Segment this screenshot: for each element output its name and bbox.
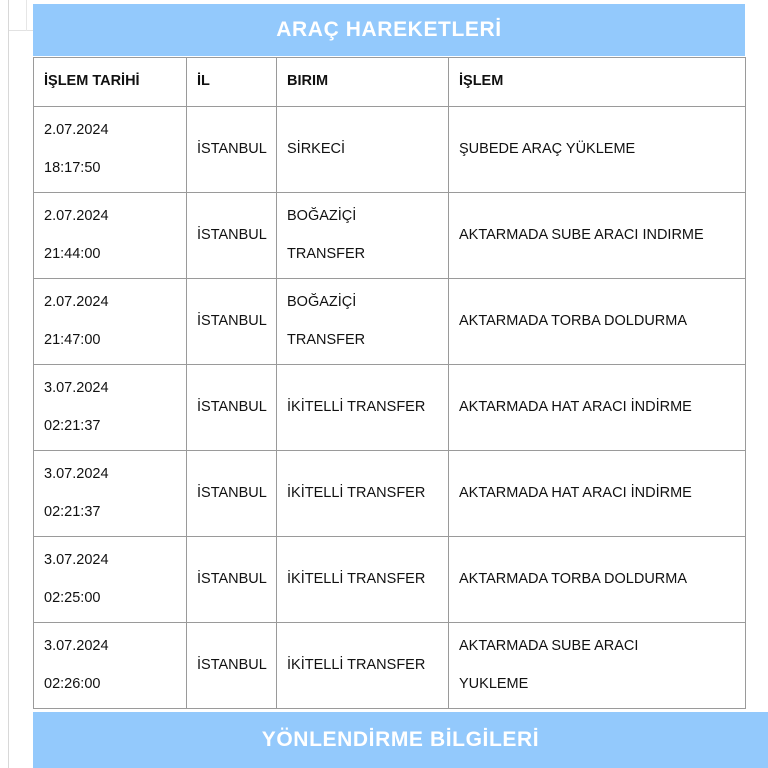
cell-unit [277,107,449,193]
cell-unit-value-cont: TRANSFER [287,332,366,348]
cell-date [34,279,187,365]
cell-operation-value: AKTARMADA TORBA DOLDURMA [459,312,688,329]
vehicle-movements-table [33,57,746,709]
cell-date-value: 2.07.2024 [44,293,109,310]
cell-operation-value: AKTARMADA HAT ARACI İNDİRME [459,484,692,501]
cell-date-value: 3.07.2024 [44,465,109,482]
cell-time-value: 02:25:00 [44,590,101,606]
cell-city [187,537,277,623]
table-row [34,451,746,537]
cell-city-value: İSTANBUL [197,140,267,157]
cell-operation [449,365,746,451]
routing-information-banner [33,712,768,768]
cell-date-value: 3.07.2024 [44,379,109,396]
cell-operation-value: AKTARMADA SUBE ARACI INDIRME [459,226,704,243]
routing-information-title: YÖNLENDİRME BİLGİLERİ [261,728,540,751]
cell-unit-value: İKİTELLİ TRANSFER [287,398,426,415]
cell-city [187,451,277,537]
cell-city-value: İSTANBUL [197,226,267,243]
page-edge-divider [8,0,9,768]
cell-city-value: İSTANBUL [197,484,267,501]
table-row [34,537,746,623]
vehicle-movements-title: ARAÇ HAREKETLERİ [276,18,502,41]
cell-time-value: 02:26:00 [44,676,101,692]
cell-city [187,279,277,365]
table-row [34,107,746,193]
table-header [34,58,746,107]
cell-date-value: 3.07.2024 [44,551,109,568]
cell-city [187,193,277,279]
cell-date [34,107,187,193]
cell-time-value: 21:44:00 [44,246,101,262]
vehicle-movements-table-container [33,57,745,709]
cell-city-value: İSTANBUL [197,312,267,329]
cell-date [34,623,187,709]
cell-unit-value: İKİTELLİ TRANSFER [287,656,426,673]
page-edge-corner-top [9,30,33,31]
table-row [34,623,746,709]
cell-date [34,193,187,279]
cell-operation [449,537,746,623]
cell-operation [449,623,746,709]
cell-date [34,451,187,537]
cell-unit [277,451,449,537]
cell-date-value: 3.07.2024 [44,637,109,654]
cell-unit-value: BOĞAZİÇİ [287,293,357,310]
cell-date-value: 2.07.2024 [44,207,109,224]
cell-operation-value: AKTARMADA SUBE ARACI [459,637,639,654]
table-row [34,365,746,451]
column-header-unit: BIRIM [277,58,449,107]
cell-unit-value: İKİTELLİ TRANSFER [287,570,426,587]
cell-operation [449,279,746,365]
cell-unit [277,623,449,709]
cell-unit-value: İKİTELLİ TRANSFER [287,484,426,501]
cell-date [34,537,187,623]
cell-city [187,623,277,709]
cell-city-value: İSTANBUL [197,656,267,673]
cell-city-value: İSTANBUL [197,398,267,415]
cell-operation [449,451,746,537]
column-header-date: İŞLEM TARİHİ [34,58,187,107]
cell-unit [277,365,449,451]
cell-operation-value-cont: YUKLEME [459,676,529,692]
cell-unit-value: BOĞAZİÇİ [287,207,357,224]
page-edge-corner-side [26,0,27,31]
cell-city [187,365,277,451]
cell-operation [449,107,746,193]
cell-time-value: 18:17:50 [44,160,101,176]
cell-operation-value: AKTARMADA HAT ARACI İNDİRME [459,398,692,415]
cell-city [187,107,277,193]
cell-unit-value: SİRKECİ [287,140,346,157]
cell-operation-value: AKTARMADA TORBA DOLDURMA [459,570,688,587]
cell-unit [277,537,449,623]
column-header-operation: İŞLEM [449,58,746,107]
vehicle-movements-banner [33,4,745,56]
table-header-row [34,58,746,107]
cell-time-value: 21:47:00 [44,332,101,348]
cell-unit [277,193,449,279]
cell-unit [277,279,449,365]
column-header-city: İL [187,58,277,107]
cell-date-value: 2.07.2024 [44,121,109,138]
cell-date [34,365,187,451]
cell-time-value: 02:21:37 [44,418,101,434]
table-row [34,279,746,365]
cell-operation [449,193,746,279]
cell-time-value: 02:21:37 [44,504,101,520]
cell-operation-value: ŞUBEDE ARAÇ YÜKLEME [459,140,636,157]
cell-unit-value-cont: TRANSFER [287,246,366,262]
cell-city-value: İSTANBUL [197,570,267,587]
table-row [34,193,746,279]
table-body [34,107,746,709]
